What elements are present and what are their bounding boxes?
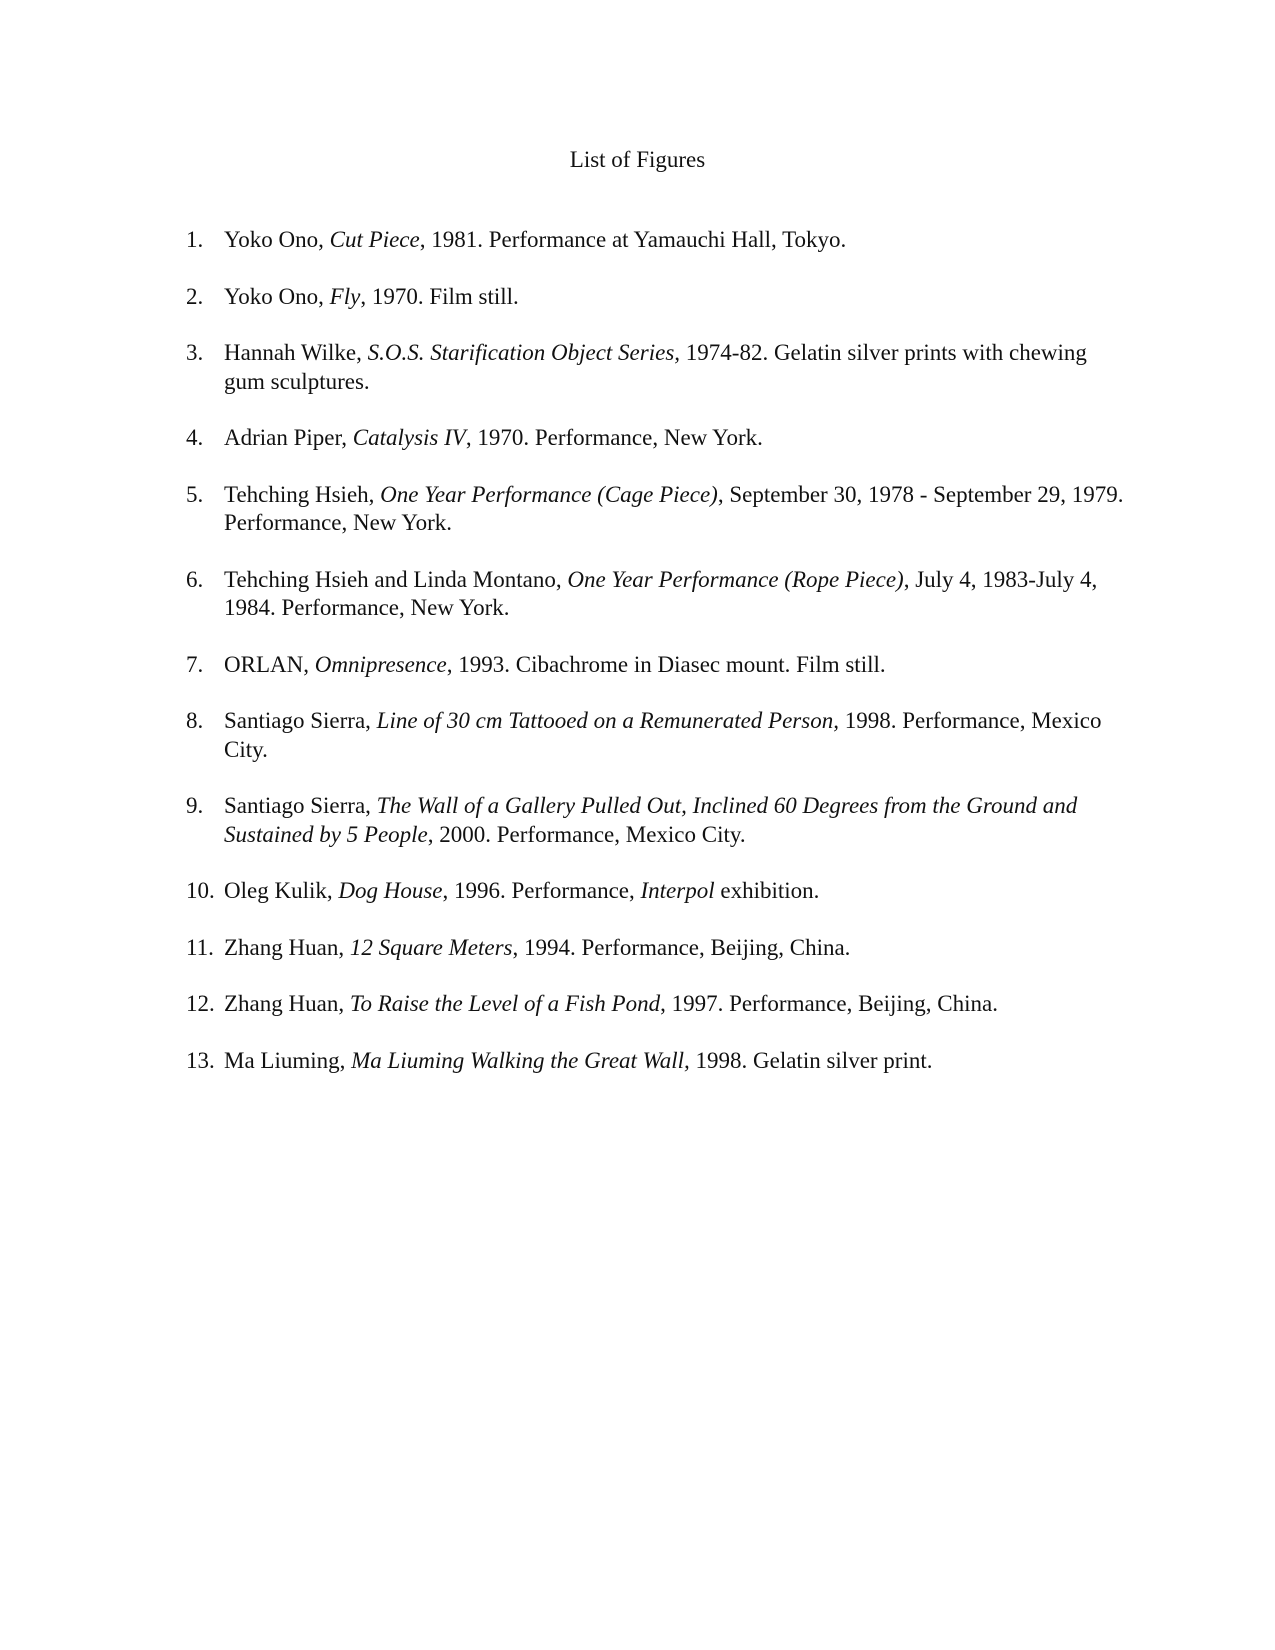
figure-caption-title: Line of 30 cm Tattooed on a Remunerated Person, — [376, 708, 839, 733]
figure-caption-text: , 1970. Performance, New York. — [465, 425, 763, 450]
figure-caption-text: , 1997. Performance, Beijing, China. — [660, 991, 998, 1016]
figure-caption-text: , 2000. Performance, Mexico City. — [427, 821, 746, 847]
figure-entry — [186, 226, 1126, 255]
figure-caption-text: , 1996. Performance, — [442, 878, 641, 903]
figure-caption — [224, 424, 1126, 453]
figure-caption-text: , July 4, 1983-July 4, 1984. Performance, New York. — [224, 566, 1098, 620]
figure-caption-text: Santiago Sierra, — [224, 793, 377, 818]
figure-entry — [186, 424, 1126, 453]
figure-entry — [186, 792, 1126, 849]
figure-caption — [224, 792, 1126, 849]
figure-caption-text: , 1993. Cibachrome in Diasec mount. Film still. — [446, 651, 886, 677]
figure-number: 5. — [186, 481, 204, 507]
figure-caption — [224, 877, 1126, 906]
figure-entry — [186, 707, 1126, 764]
figure-number: 12. — [186, 991, 215, 1016]
figure-caption — [224, 651, 1126, 680]
figure-caption-text: Zhang Huan, — [224, 991, 350, 1016]
figure-caption-title: The Wall of a Gallery Pulled Out, Inclined 60 Degrees from the Ground and Sustained by 5 People — [224, 793, 1078, 847]
figure-entry — [186, 481, 1126, 538]
figure-number: 1. — [186, 227, 204, 252]
figure-caption-title: Ma Liuming Walking the Great Wall, — [351, 1047, 690, 1073]
figure-caption-text: Yoko Ono, — [224, 283, 330, 309]
figure-caption — [224, 226, 1126, 255]
figure-number: 8. — [186, 708, 204, 733]
figure-caption-text: Yoko Ono, — [224, 227, 330, 252]
figure-caption — [224, 339, 1126, 396]
figure-caption-title: One Year Performance (Rope Piece) — [567, 566, 904, 592]
figure-entry — [186, 1047, 1126, 1076]
figure-caption-text: 1998. Gelatin silver print. — [689, 1047, 933, 1073]
figure-entry — [186, 877, 1126, 906]
figure-caption-title: Cut Piece — [329, 227, 420, 252]
figure-caption-title: Interpol — [640, 878, 715, 903]
figure-caption — [224, 707, 1126, 764]
figure-caption-text: , 1994. Performance, Beijing, China. — [512, 934, 851, 960]
figure-entry — [186, 566, 1126, 623]
figure-caption — [224, 990, 1126, 1019]
page-title: List of Figures — [569, 147, 706, 172]
figure-entry — [186, 990, 1126, 1019]
figure-number: 9. — [186, 793, 204, 818]
figure-number: 10. — [186, 878, 215, 903]
figure-caption — [224, 283, 1126, 312]
figure-caption-text: 1998. Performance, Mexico City. — [224, 708, 1102, 762]
figure-caption — [224, 934, 1126, 963]
figure-caption-text: Adrian Piper, — [224, 425, 353, 450]
figure-caption-text: 1974-82. Gelatin silver prints with chewing gum sculptures. — [224, 340, 1087, 394]
figure-caption-text: Oleg Kulik, — [224, 878, 339, 903]
figure-caption-title: Omnipresence — [314, 651, 447, 677]
figure-caption-text: Tehching Hsieh and Linda Montano, — [224, 566, 568, 592]
figure-number: 4. — [186, 425, 204, 450]
figure-entry — [186, 934, 1126, 963]
figure-number: 6. — [186, 566, 204, 592]
figure-entry — [186, 339, 1126, 396]
figure-number: 13. — [186, 1047, 215, 1073]
figure-caption-text: exhibition. — [714, 878, 820, 903]
figure-caption-title: Fly — [329, 283, 361, 309]
figure-caption-text: Zhang Huan, — [224, 934, 350, 960]
figure-caption-title: S.O.S. Starification Object Series, — [367, 340, 681, 365]
figure-caption-text: Hannah Wilke, — [224, 340, 368, 365]
figure-caption — [224, 1047, 1126, 1076]
figure-caption-text: ORLAN, — [224, 651, 315, 677]
figure-caption-title: Catalysis IV — [352, 425, 466, 450]
figure-number: 11. — [186, 934, 214, 960]
figure-caption-text: , September 30, 1978 - September 29, 1979. Performance, New York. — [224, 481, 1124, 535]
figure-caption-text: , 1970. Film still. — [360, 283, 519, 309]
figure-number: 7. — [186, 651, 204, 677]
figure-caption-text: Santiago Sierra, — [224, 708, 377, 733]
figure-entry — [186, 283, 1126, 312]
figure-caption-title: One Year Performance (Cage Piece) — [380, 481, 718, 507]
figure-caption-title: To Raise the Level of a Fish Pond — [349, 991, 661, 1016]
figure-entry — [186, 651, 1126, 680]
figure-caption-text: , 1981. Performance at Yamauchi Hall, Tokyo. — [419, 227, 847, 252]
figure-caption — [224, 481, 1126, 538]
figure-caption-text: Ma Liuming, — [224, 1047, 352, 1073]
figure-number: 3. — [186, 340, 204, 365]
figure-caption-title: 12 Square Meters — [349, 934, 513, 960]
figure-number: 2. — [186, 283, 204, 309]
figure-caption-text: Tehching Hsieh, — [224, 481, 381, 507]
figure-caption — [224, 566, 1126, 623]
figure-list — [186, 226, 1126, 1103]
figure-caption-title: Dog House — [338, 878, 443, 903]
